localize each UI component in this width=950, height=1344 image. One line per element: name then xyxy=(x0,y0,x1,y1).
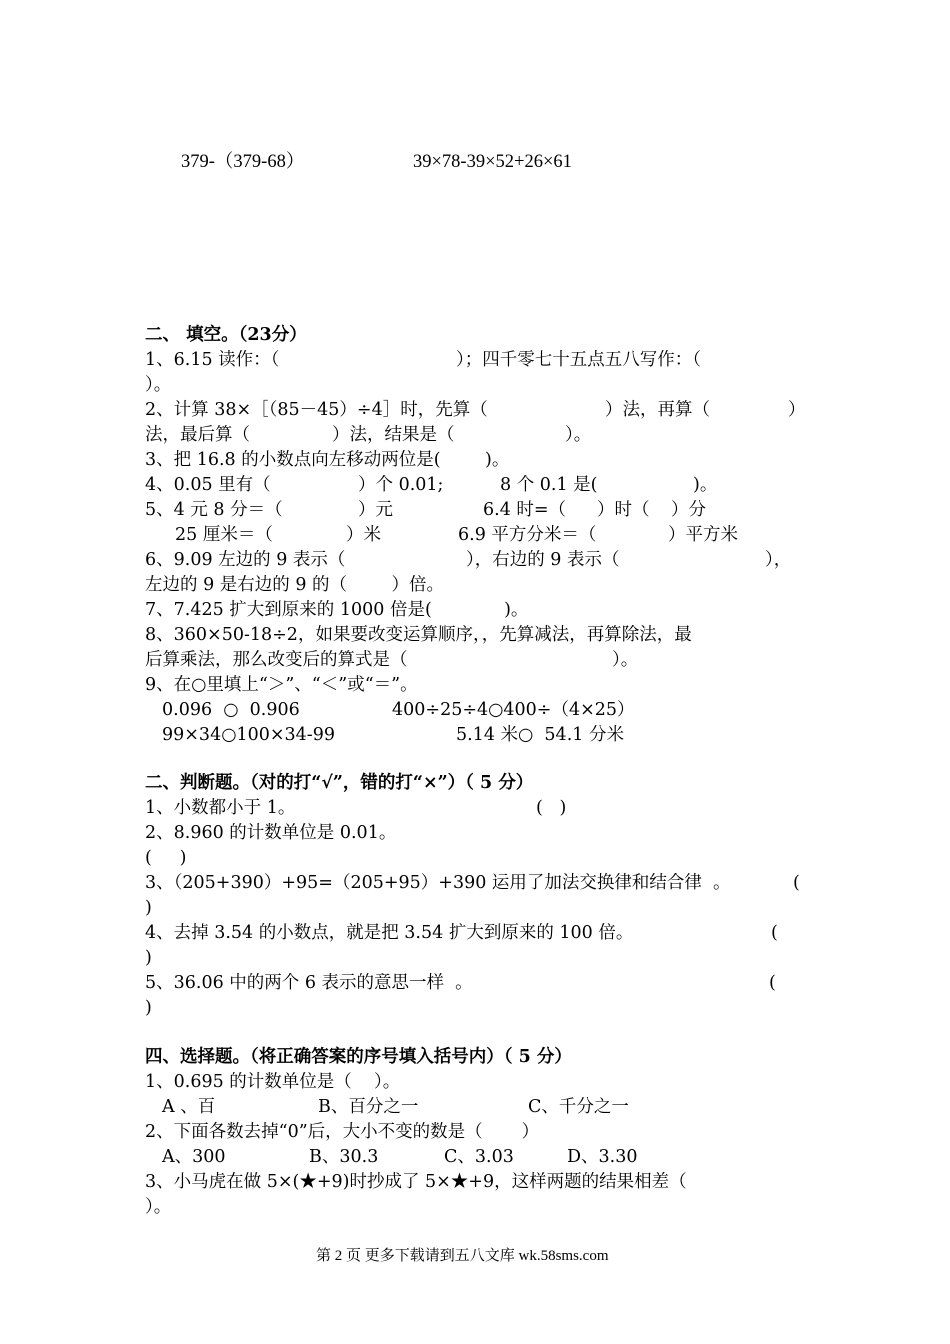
judge-q1: 1、小数都小于 1。 xyxy=(145,798,296,818)
fill-q2-part-e: ）法，结果是（ xyxy=(332,425,455,445)
fill-q1-part-b: ）；四千零七十五点五八写作：（ xyxy=(456,350,701,370)
choice-q1: 1、0.695 的计数单位是（ ）。 xyxy=(145,1072,401,1092)
fill-q5-part-d: ）时（ xyxy=(597,500,650,520)
fill-q2-part-b: ）法，再算（ xyxy=(605,400,710,420)
fill-q8-part-a: 8、360×50-18÷2，如果要改变运算顺序，，先算减法，再算除法，最 xyxy=(145,625,692,645)
fill-q6-part-d: 左边的 9 是右边的 9 的（ ）倍。 xyxy=(145,575,445,595)
choice-q3: 3、小马虎在做 5×(★+9)时抄成了 5×★+9，这样两题的结果相差（ xyxy=(145,1172,687,1192)
fill-q5-part-h: 6.9 平方分米＝（ xyxy=(458,525,597,545)
judge-q2-bracket: ( ) xyxy=(145,848,187,868)
fill-q4-part-d: )。 xyxy=(693,475,718,495)
judge-q5-bracket-close: ) xyxy=(145,998,152,1018)
fill-q5-part-f: 25 厘米＝（ xyxy=(175,525,273,545)
choice-q3-end: ）。 xyxy=(145,1197,172,1217)
fill-q8-part-c: ）。 xyxy=(612,650,639,670)
calc-expression-1: 379-（379-68） xyxy=(181,152,305,172)
judge-q2: 2、8.960 的计数单位是 0.01。 xyxy=(145,823,397,843)
fill-q1-part-a: 1、6.15 读作：（ xyxy=(145,350,280,370)
fill-q4-part-c: 8 个 0.1 是( xyxy=(500,475,598,495)
fill-q8-part-b: 后算乘法，那么改变后的算式是（ xyxy=(145,650,408,670)
judge-q5: 5、36.06 中的两个 6 表示的意思一样 。 xyxy=(145,973,473,993)
fill-q4-part-a: 4、0.05 里有（ xyxy=(145,475,271,495)
choice-q2-option-c: C、3.03 xyxy=(444,1147,514,1167)
fill-q5-part-a: 5、4 元 8 分＝（ xyxy=(145,500,283,520)
fill-q5-part-g: ）米 xyxy=(346,525,381,545)
judge-q3-bracket-close: ) xyxy=(145,898,152,918)
judge-q5-bracket-open: ( xyxy=(769,973,776,993)
calc-expression-2: 39×78-39×52+26×61 xyxy=(413,152,572,172)
choice-q1-option-b: B、百分之一 xyxy=(318,1097,419,1117)
fill-q5-part-c: 6.4 时=（ xyxy=(483,500,567,520)
judge-q3-bracket-open: ( xyxy=(793,873,800,893)
fill-q2-part-f: ）。 xyxy=(565,425,592,445)
page-footer: 第 2 页 更多下载请到五八文库 wk.58sms.com xyxy=(316,1248,609,1264)
judge-q3: 3、（205+390）+95=（205+95）+390 运用了加法交换律和结合律 。 xyxy=(145,873,731,893)
judge-q4: 4、去掉 3.54 的小数点，就是把 3.54 扩大到原来的 100 倍。 xyxy=(145,923,634,943)
fill-q7: 7、7.425 扩大到原来的 1000 倍是( )。 xyxy=(145,600,529,620)
fill-q5-part-i: ）平方米 xyxy=(668,525,738,545)
fill-q2-part-a: 2、计算 38×［（85－45）÷4］时，先算（ xyxy=(145,400,488,420)
fill-q6-part-a: 6、9.09 左边的 9 表示（ xyxy=(145,550,346,570)
choice-q2-option-a: A、300 xyxy=(162,1147,226,1167)
fill-q6-part-c: ）， xyxy=(765,550,792,570)
fill-q5-part-e: ）分 xyxy=(671,500,706,520)
fill-q9-row1-right: 400÷25÷4○400÷（4×25） xyxy=(392,700,635,720)
choice-q2-option-b: B、30.3 xyxy=(309,1147,379,1167)
fill-section-heading: 二、 填空。（23分） xyxy=(145,325,307,345)
fill-q2-part-d: 法，最后算（ xyxy=(145,425,250,445)
fill-q9: 9、在○里填上“＞”、“＜”或“＝”。 xyxy=(145,675,418,695)
fill-q6-part-b: ），右边的 9 表示（ xyxy=(466,550,620,570)
fill-q1-part-c: ）。 xyxy=(145,375,172,395)
choice-q1-option-a: A 、百 xyxy=(162,1097,216,1117)
choice-q1-option-c: C、千分之一 xyxy=(528,1097,629,1117)
choice-q2-option-d: D、3.30 xyxy=(567,1147,638,1167)
judge-q4-bracket-close: ) xyxy=(145,948,152,968)
judge-section-heading: 二、判断题。（对的打“√”，错的打“×”）（ 5 分） xyxy=(145,773,534,793)
judge-q1-bracket: ( ) xyxy=(536,798,567,818)
fill-q9-row2-right: 5.14 米○ 54.1 分米 xyxy=(456,725,624,745)
fill-q9-row2-left: 99×34○100×34-99 xyxy=(162,725,335,745)
fill-q5-part-b: ）元 xyxy=(358,500,393,520)
fill-q2-part-c: ） xyxy=(788,400,806,420)
fill-q4-part-b: ）个 0.01; xyxy=(358,475,444,495)
fill-q9-row1-left: 0.096 ○ 0.906 xyxy=(162,700,300,720)
fill-q3: 3、把 16.8 的小数点向左移动两位是( )。 xyxy=(145,450,510,470)
choice-q2: 2、下面各数去掉“0”后，大小不变的数是（ ） xyxy=(145,1122,540,1142)
choice-section-heading: 四、选择题。（将正确答案的序号填入括号内）（ 5 分） xyxy=(145,1047,572,1067)
judge-q4-bracket-open: ( xyxy=(771,923,778,943)
